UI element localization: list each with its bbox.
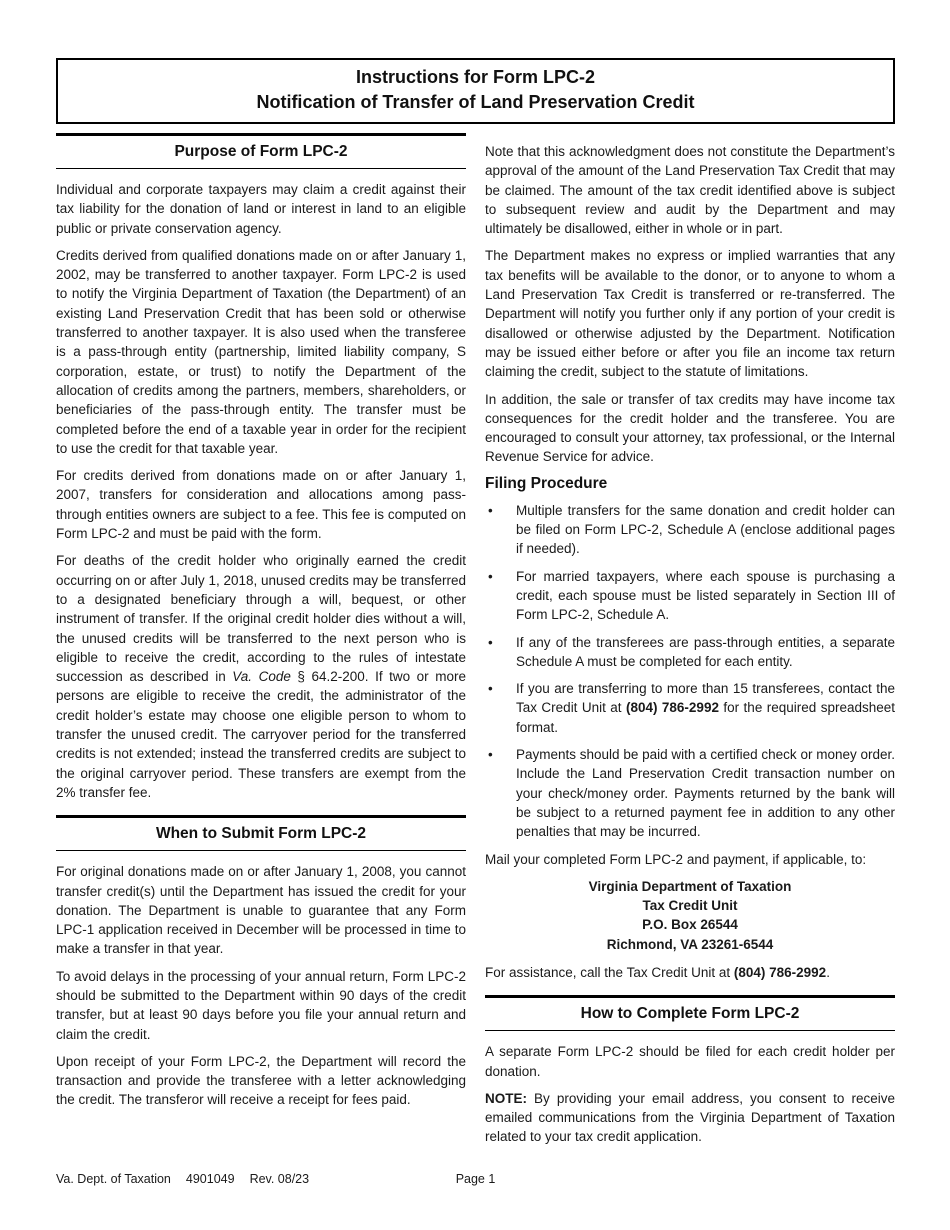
page-title-line2: Notification of Transfer of Land Preservation Credit [256, 92, 695, 112]
bullet-item-more-than-15-transferees [485, 679, 895, 737]
paragraph-when-3: Upon receipt of your Form LPC-2, the Department will record the transaction and provide the transferee with a letter acknowledging the credit. The transferor will receive a receipt for fees paid. [56, 1053, 466, 1108]
page-title-line1: Instructions for Form LPC-2 [355, 67, 595, 87]
title-box [56, 58, 895, 124]
bullet-text: Multiple transfers for the same donation and credit holder can be filed on Form LPC-2, Schedule A (enclose additional pages if needed). [516, 502, 895, 557]
paragraph-email-note: NOTE: By providing your email address, you consent to receive emailed communications from the Virginia Department of Taxation related to your tax credit application. [485, 1090, 895, 1145]
address-line-1: Virginia Department of Taxation [588, 878, 792, 894]
paragraph-separate-form: A separate Form LPC-2 should be filed for each credit holder per donation. [485, 1044, 895, 1079]
bullet-text: If you are transferring to more than 15 transferees, contact the Tax Credit Unit at (804) 786-2992 for the required spreadsheet format. [516, 681, 896, 735]
bullet-text: For married taxpayers, where each spouse is purchasing a credit, each spouse must be listed separately in Section III of Form LPC-2, Schedule A. [516, 568, 895, 623]
bullet-icon: • [488, 747, 493, 763]
footer-left-group [56, 1172, 309, 1187]
paragraph-tax-consequences: In addition, the sale or transfer of tax credits may have income tax consequences for the credit holder and the transferee. You are encouraged to consult your attorney, tax professional, or the Internal Revenue Service for advice. [485, 391, 895, 465]
bullet-icon: • [488, 681, 493, 697]
bullet-item-married-taxpayers [485, 567, 895, 625]
page-footer [56, 1172, 895, 1187]
footer-revision: Rev. 08/23 [249, 1172, 310, 1186]
left-column [56, 133, 466, 1155]
bullet-icon: • [488, 502, 493, 518]
paragraph-purpose-2: Credits derived from qualified donations made on or after January 1, 2002, may be transferred to another taxpayer. Form LPC-2 is used to notify the Virginia Department of Taxation (the Department) of an existing Land Preservation Credit that has been sold or otherwise transferred to another taxpayer. It is also used when the transferee is a pass-through entity (partnership, limited liability company, S corporation, estate, or trust) to notify the Department of the allocation of credits among the partners, members, shareholders, or beneficiaries of the pass-through entity. The transfer must be completed before the end of a taxable year in order for the recipient to use the credit for that taxable year. [56, 247, 466, 456]
paragraph-warranties: The Department makes no express or implied warranties that any tax benefits will be available to the donor, or to anyone to whom a Land Preservation Tax Credit is transferred or re-transferred. The Department will notify you further only if any portion of your credit is disallowed or otherwise adjusted by the Department. Notification may be issued either before or after you file an income tax return claiming the credit, subject to the statute of limitations. [485, 248, 895, 380]
paragraph-purpose-3: For credits derived from donations made on or after January 1, 2007, transfers for consideration and allocations among pass-through entities owners are subject to a fee. This fee is computed on Form LPC-2 and must be paid with the form. [56, 468, 466, 542]
bullet-item-pass-through-entities [485, 633, 895, 672]
section-heading-purpose: Purpose of Form LPC-2 [56, 133, 466, 169]
paragraph-purpose-1: Individual and corporate taxpayers may claim a credit against their tax liability for the donation of land or interest in land to an eligible public or private conservation agency. [56, 182, 466, 236]
bullet-text: Payments should be paid with a certified check or money order. Include the Land Preservation Credit transaction number on your check/money order. Payments returned by the bank will be subject to a returned payment fee in addition to any other penalties that may be incurred. [516, 747, 895, 840]
two-column-layout [56, 133, 895, 1155]
footer-page-number: Page 1 [455, 1172, 496, 1186]
bullet-item-multiple-transfers [485, 501, 895, 559]
paragraph-acknowledgment: Note that this acknowledgment does not constitute the Department’s approval of the amount of the Land Preservation Tax Credit that may be claimed. The amount of the tax credit identified above is subject to subsequent review and audit by the Department and may ultimately be disallowed, either in whole or in part. [485, 144, 895, 237]
paragraph-mail-intro: Mail your completed Form LPC-2 and payment, if applicable, to: [485, 851, 867, 867]
address-line-2: Tax Credit Unit [642, 898, 738, 914]
address-line-3: P.O. Box 26544 [642, 917, 738, 933]
paragraph-purpose-4: For deaths of the credit holder who originally earned the credit occurring on or after July 1, 2018, unused credits may be transferred to a designated beneficiary through a will, bequest, or other instrument of transfer. If the original credit holder dies without a will, the unused credits will be transferred to the next person who is eligible to receive the credit, according to the rules of intestate succession as described in Va. Code § 64.2-200. If two or more persons are eligible to receive the credit, the administrator of the credit holder’s estate may choose one eligible person to whom to transfer the unused credit. The carryover period for the transferred credits is not extended; instead the transferred credits are subject to the original carryover period. These transfers are exempt from the 2% transfer fee. [56, 553, 466, 800]
paragraph-when-2: To avoid delays in the processing of your annual return, Form LPC-2 should be submitted to the Department within 90 days of the credit transfer, but at least 90 days before you file your annual return and claim the credit. [56, 968, 466, 1042]
bullet-item-payments [485, 745, 895, 841]
address-line-4: Richmond, VA 23261-6544 [606, 936, 774, 952]
mailing-address-block [485, 877, 895, 954]
bullet-text: If any of the transferees are pass-through entities, a separate Schedule A must be completed for each entity. [516, 634, 895, 669]
paragraph-when-1: For original donations made on or after January 1, 2008, you cannot transfer credit(s) until the Department has issued the credit for your donation. The Department is unable to guarantee that any Form LPC-1 application received in December will be processed in time to make a transfer in that year. [56, 864, 466, 957]
footer-dept: Va. Dept. of Taxation [56, 1172, 171, 1186]
footer-form-number: 4901049 [185, 1172, 235, 1186]
section-heading-when-to-submit: When to Submit Form LPC-2 [56, 815, 466, 851]
heading-filing-procedure: Filing Procedure [485, 474, 608, 492]
bullet-icon: • [488, 634, 493, 650]
section-heading-how-to-complete: How to Complete Form LPC-2 [485, 995, 895, 1031]
right-column [485, 133, 895, 1155]
bullet-icon: • [488, 568, 493, 584]
paragraph-assistance: For assistance, call the Tax Credit Unit at (804) 786-2992. [485, 964, 830, 980]
